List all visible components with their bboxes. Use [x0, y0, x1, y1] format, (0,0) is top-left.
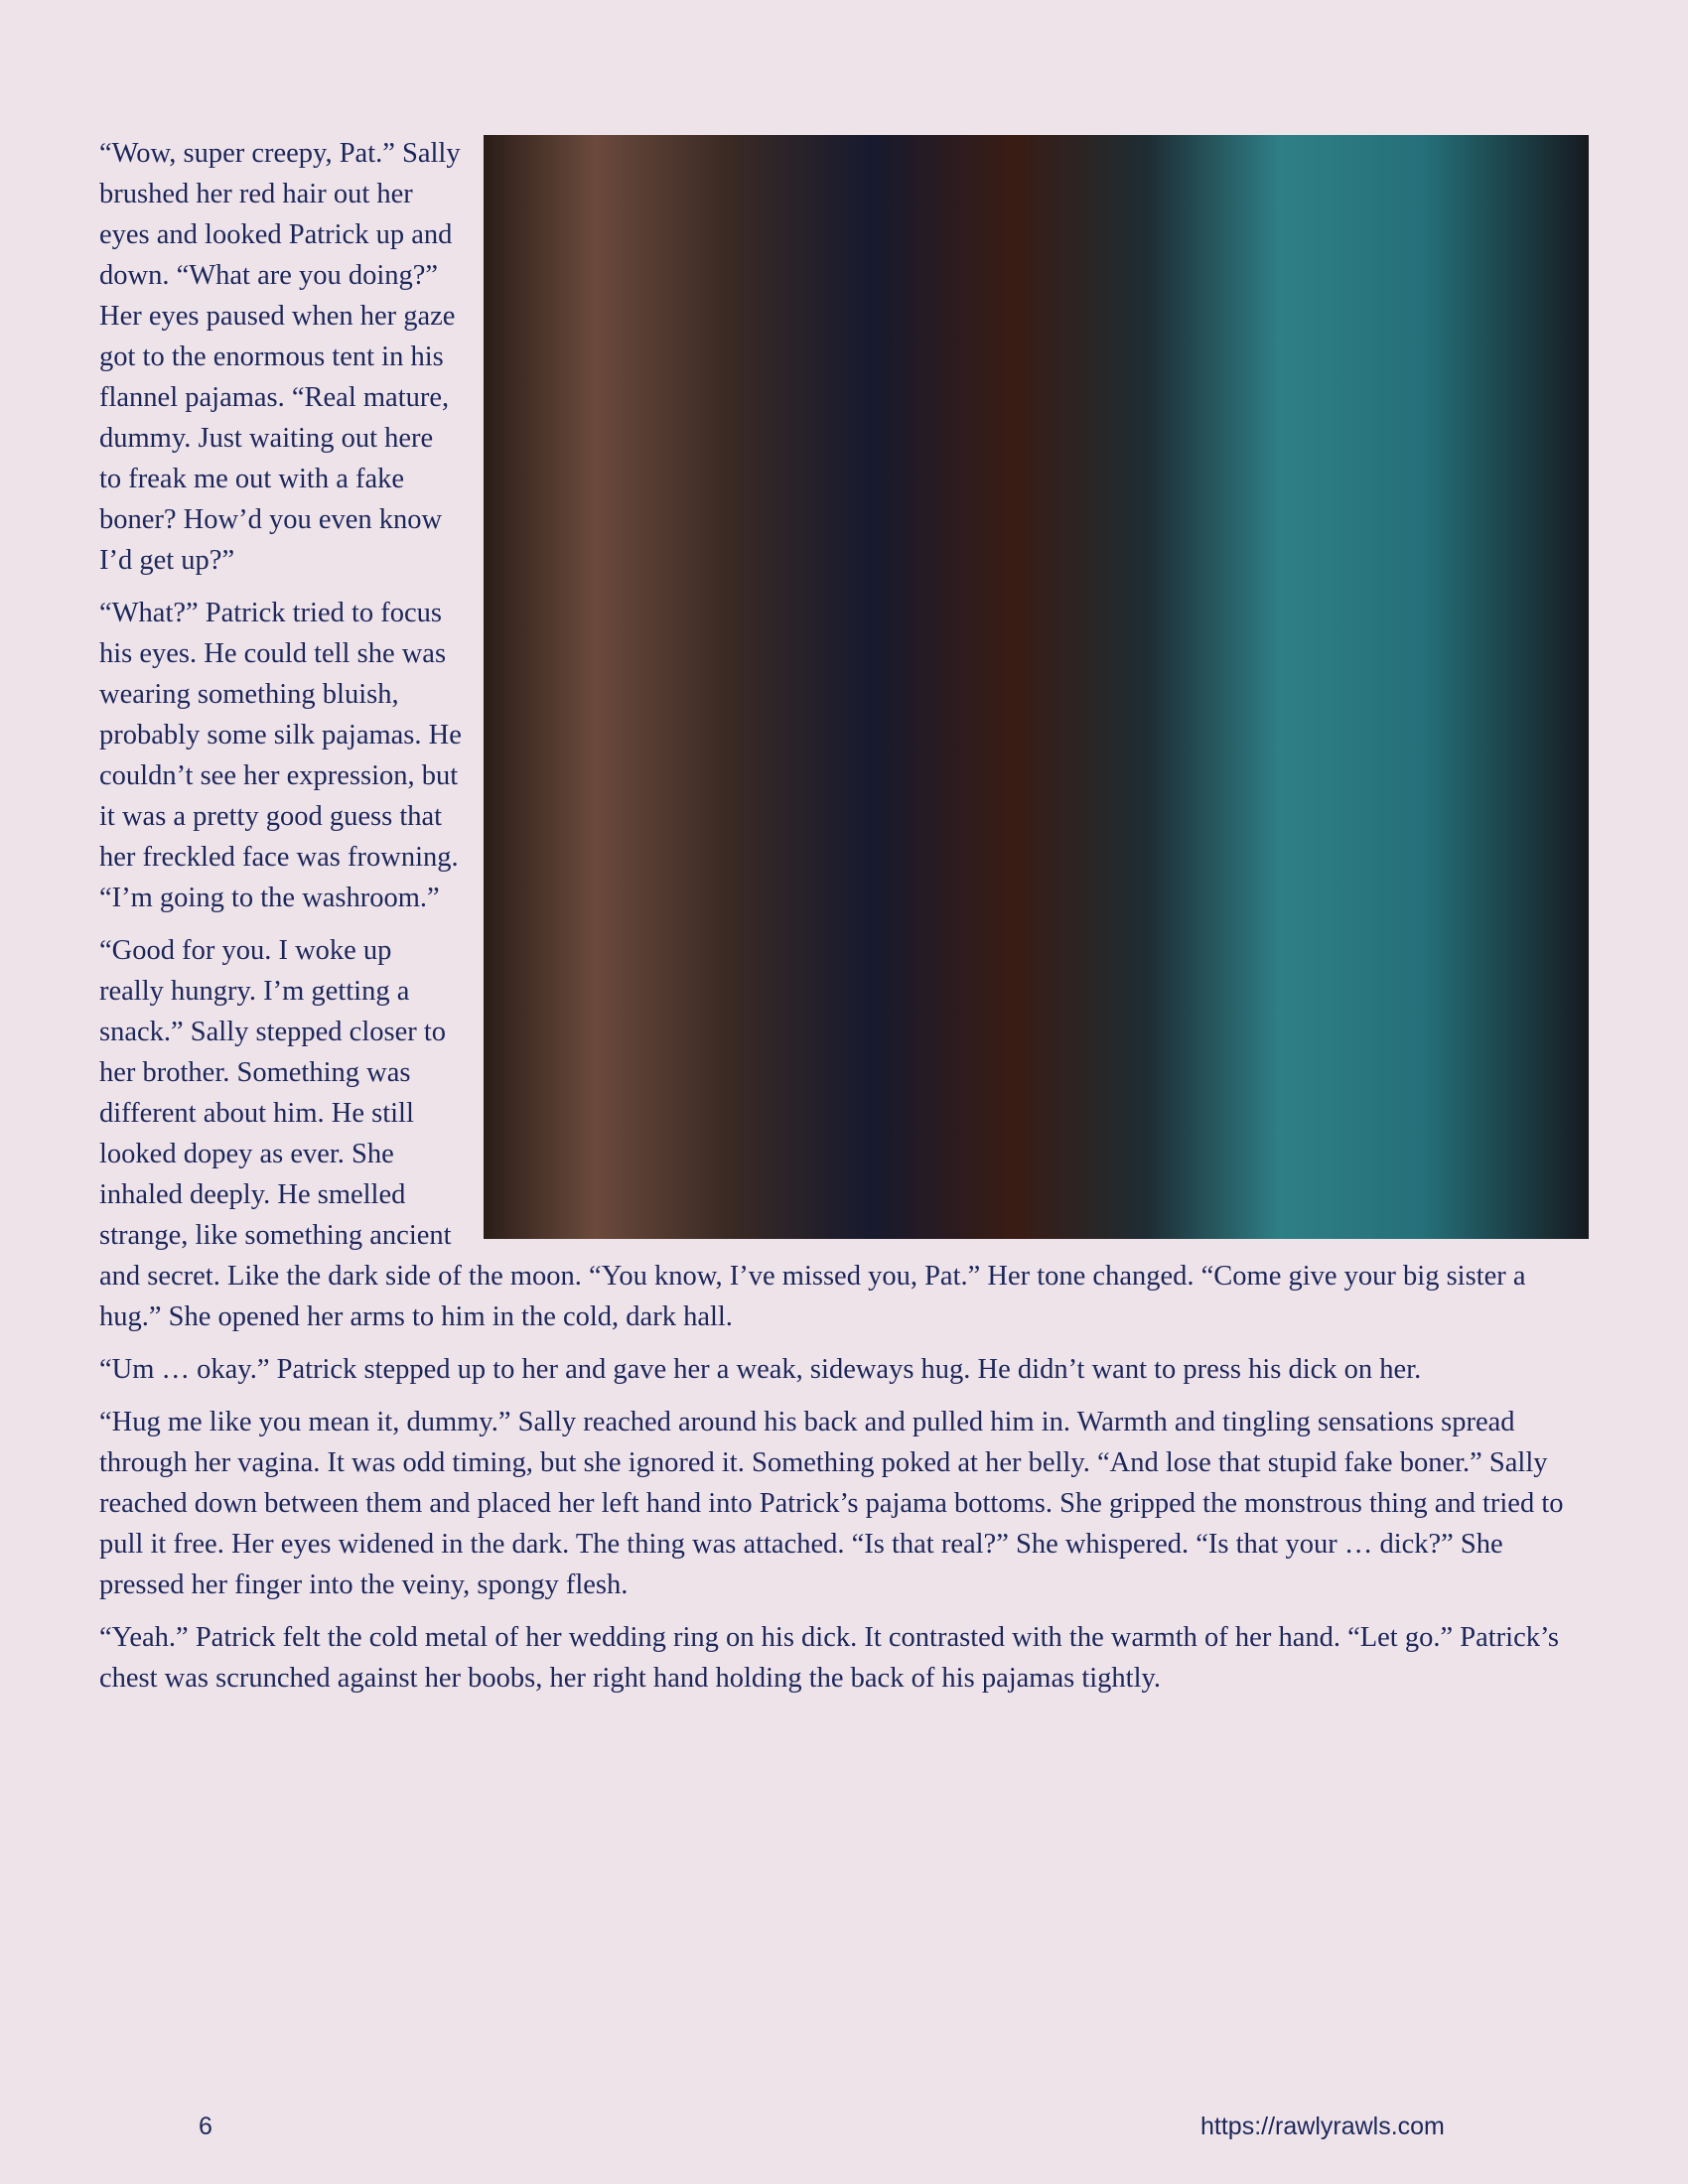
page-number: 6 — [199, 2113, 212, 2140]
paragraph: “Yeah.” Patrick felt the cold metal of her wedding ring on his dick. It contrasted with the warmth of her hand. “Let go.” Patrick’s chest was scrunched against her boobs, her right hand holding the back of his pajamas tightly. — [99, 1622, 1559, 1694]
paragraph: “What?” Patrick tried to focus his eyes. He could tell she was wearing something bluish, probably some silk pajamas. He couldn’t see her expression, but it was a pretty good guess that her freckled face was frowning. “I’m going to the washroom.” — [99, 598, 462, 913]
paragraph: “Hug me like you mean it, dummy.” Sally reached around his back and pulled him in. Warmth and tingling sensations spread through her vagina. It was odd timing, but she ignored it. Something poked at her belly. “And lose that stupid fake boner.” Sally reached down between them and placed her left hand into Patrick’s pajama bottoms. She gripped the monstrous thing and tried to pull it free. Her eyes widened in the dark. The thing was attached. “Is that real?” She whispered. “Is that your … dick?” She pressed her finger into the veiny, spongy flesh. — [99, 1407, 1564, 1600]
paragraph: “Good for you. I woke up really hungry. I’m getting a snack.” Sally stepped closer to her brother. Something was different about him. He still looked dopey as ever. She inhaled deeply. He smelled strange, like something ancient and secret. Like the dark side of the moon. “You know, I’ve missed you, Pat.” Her tone changed. “Come give your big sister a hug.” She opened her arms to him in the cold, dark hall. — [99, 935, 1526, 1332]
footer-url-link[interactable]: https://rawlyrawls.com — [1200, 2113, 1445, 2140]
page-body — [99, 133, 1589, 1710]
paragraph: “Um … okay.” Patrick stepped up to her and gave her a weak, sideways hug. He didn’t want to press his dick on her. — [99, 1354, 1422, 1385]
paragraph: “Wow, super creepy, Pat.” Sally brushed her red hair out her eyes and looked Patrick up and down. “What are you doing?” Her eyes paused when her gaze got to the enormous tent in his flannel pajamas. “Real mature, dummy. Just waiting out here to freak me out with a fake boner? How’d you even know I’d get up?” — [99, 138, 461, 576]
story-illustration — [484, 135, 1589, 1239]
